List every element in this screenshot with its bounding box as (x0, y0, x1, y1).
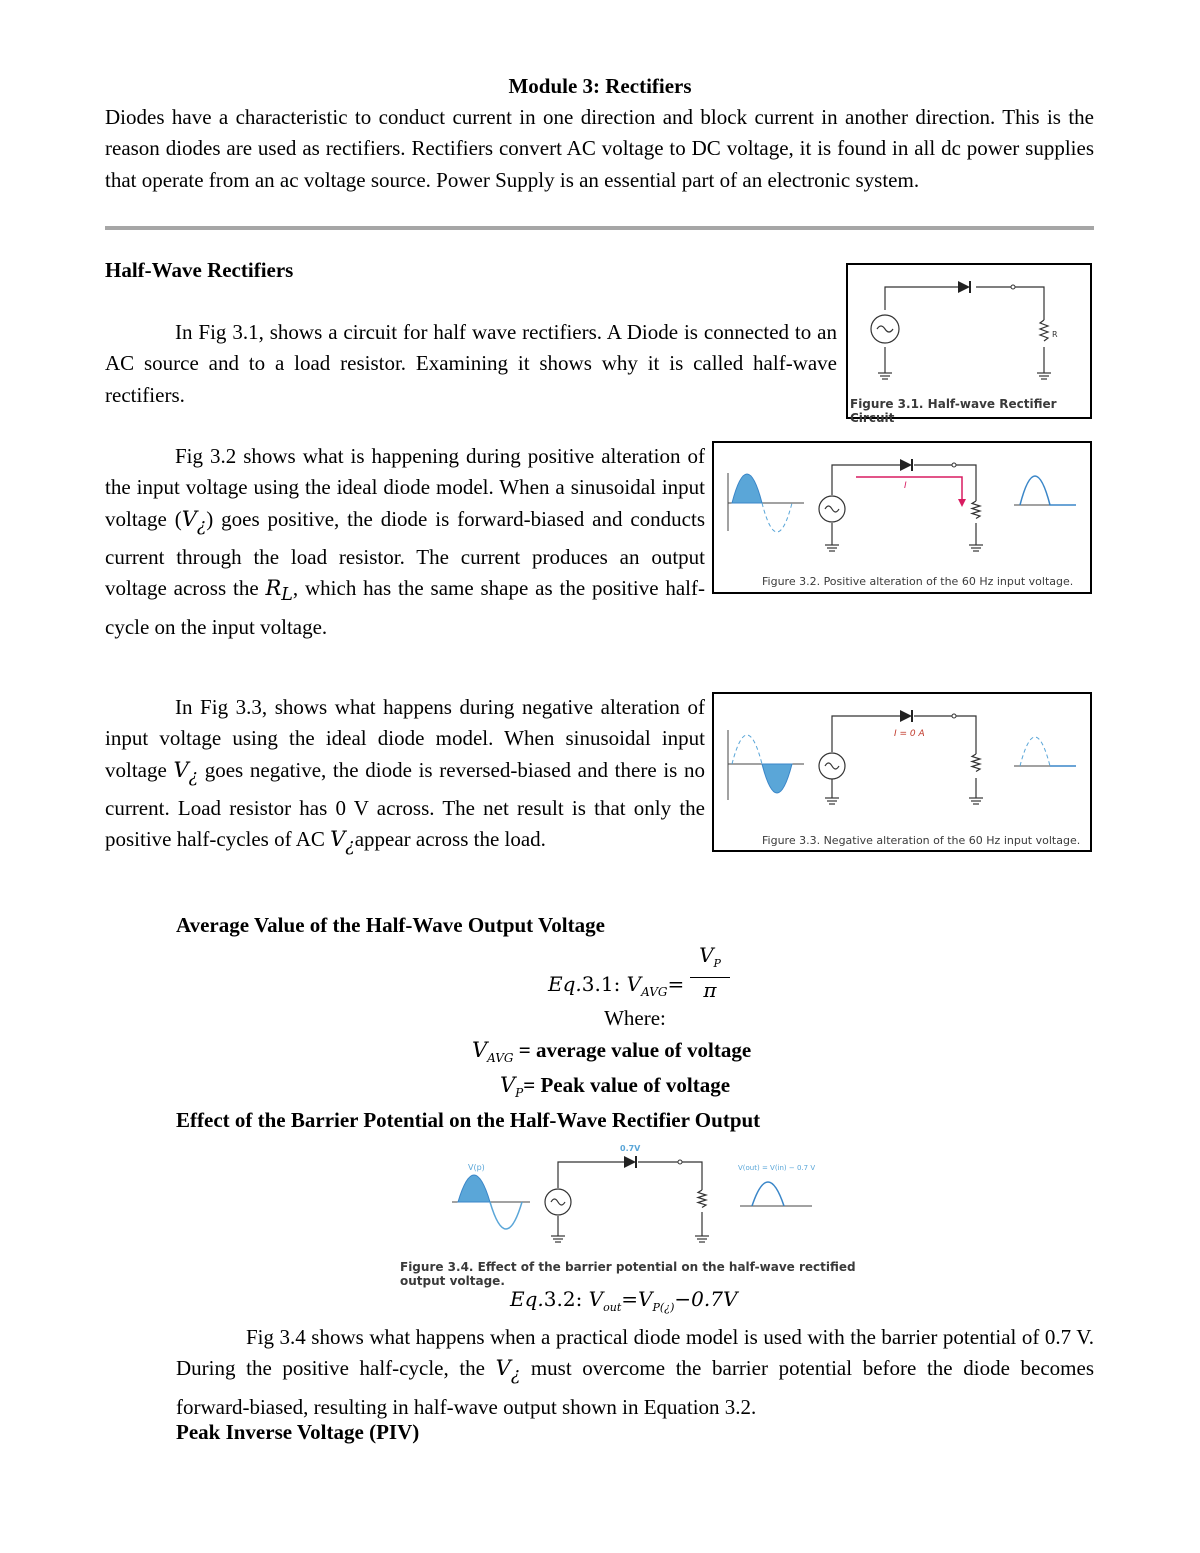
equation-3-1-fraction (690, 942, 730, 1002)
positive-half-cycle (458, 1175, 490, 1202)
current-path (856, 477, 962, 505)
figure-3-4-caption: Figure 3.4. Effect of the barrier potential on the half-wave rectified output voltage. (400, 1260, 856, 1288)
horizontal-rule (105, 226, 1094, 230)
fraction-denominator: π (703, 978, 717, 1002)
piv-heading: Peak Inverse Voltage (PIV) (176, 1420, 420, 1444)
output-waveform (1020, 476, 1076, 505)
p2-part-b: ) goes positive, the diode is forward-biased and conducts current through the load resistor. The current produces an output voltage across the (105, 506, 705, 601)
diode-icon (624, 1156, 636, 1168)
p2-part-a: Fig 3.2 shows what is happening during positive alteration of the input voltage using the ideal diode model. When a sinusoidal input voltage ( (105, 444, 705, 531)
p3-part-c: appear across the load. (354, 827, 546, 852)
half-wave-circuit-diagram (848, 265, 1090, 417)
barrier-paragraph: Fig 3.4 shows what happens when a practical diode model is used with the barrier potential of 0.7 V. During the positive half-cycle, the $V_¿$ must overcome the barrier potential before the diode becomes forward-biased, resulting in half-wave output shown in Equation 3.2. (176, 1325, 1094, 1419)
zero-current-label: I = 0 A (894, 729, 925, 739)
half-wave-heading: Half-Wave Rectifiers (105, 258, 294, 282)
ground-icon (825, 545, 983, 551)
where-label: Where: (604, 1006, 666, 1030)
equation-3-1: Eq.3.1: $V_{AVG}=$ (548, 972, 685, 999)
rl-symbol: $R_L$ (265, 576, 293, 606)
figure-3-1-caption: Figure 3.1. Half-wave Rectifier Circuit (850, 397, 1057, 425)
fig33-paragraph (105, 692, 705, 863)
vin-symbol: $V_¿$ (495, 1356, 521, 1386)
vin-symbol: $V_¿$ (181, 506, 207, 536)
figure-3-1 (846, 263, 1092, 425)
figure-3-2-caption: Figure 3.2. Positive alteration of the 60 Hz input voltage. (762, 575, 1074, 588)
diode-icon (900, 459, 912, 471)
average-heading: Average Value of the Half-Wave Output Voltage (176, 913, 605, 937)
negative-half-cycle (762, 764, 792, 793)
definition-vp: $V_P=$ Peak value of voltage (500, 1073, 731, 1101)
barrier-label: 0.7V (620, 1144, 641, 1153)
svg-text:R: R (1052, 330, 1058, 339)
vout-formula: V(out) = V(in) − 0.7 V (738, 1164, 816, 1172)
p2-part-c: , which has the same shape as the positive half-cycle on the input voltage. (105, 576, 705, 639)
p3-part-a: In Fig 3.3, shows what happens during negative alteration of input voltage using the ideal diode model. When sinusoidal input voltage (105, 695, 705, 782)
equation-3-2: Eq.3.2: $V_{out}=V_{P(¿)}-0.7V$ (510, 1287, 738, 1314)
vin-symbol: $V_¿$ (330, 827, 355, 857)
barrier-heading: Effect of the Barrier Potential on the Half-Wave Rectifier Output (176, 1108, 761, 1132)
diode-icon (900, 710, 912, 722)
figure-3-2 (712, 441, 1092, 594)
svg-text:V(p): V(p) (468, 1163, 485, 1172)
output-waveform (752, 1182, 784, 1206)
ground-icon (878, 373, 1051, 379)
current-label: I (904, 481, 907, 491)
page-title: Module 3: Rectifiers (508, 74, 692, 98)
negative-alteration-diagram (714, 694, 1090, 834)
intro-paragraph: Diodes have a characteristic to conduct current in one direction and block current in another direction. This is the reason diodes are used as rectifiers. Rectifiers convert AC voltage to DC voltage, it is found in all dc power supplies that operate from an ac voltage source. Power Supply is an essential part of an electronic system. (105, 105, 1094, 192)
figure-3-3-caption: Figure 3.3. Negative alteration of the 60 Hz input voltage. (762, 834, 1081, 847)
positive-half-cycle (732, 474, 762, 503)
p3-part-b: goes negative, the diode is reversed-biased and there is no current. Load resistor has 0 V across. The net result is that only the positive half-cycles of AC (105, 757, 705, 852)
definition-vavg: $V_{AVG}$ = average value of voltage (472, 1038, 752, 1066)
vin-symbol: $V_¿$ (173, 757, 199, 787)
fraction-numerator: $V_P$ (690, 942, 730, 978)
diode-icon (958, 281, 970, 293)
figure-3-3 (712, 692, 1092, 852)
barrier-potential-diagram (440, 1140, 880, 1258)
figure-3-4 (400, 1140, 880, 1288)
ground-icon (551, 1236, 709, 1242)
fig31-paragraph: In Fig 3.1, shows a circuit for half wave rectifiers. A Diode is connected to an AC source and to a load resistor. Examining it shows why it is called half-wave rectifiers. (105, 320, 837, 407)
positive-alteration-diagram (714, 443, 1090, 573)
fig32-paragraph (105, 441, 705, 643)
ground-icon (825, 798, 983, 804)
